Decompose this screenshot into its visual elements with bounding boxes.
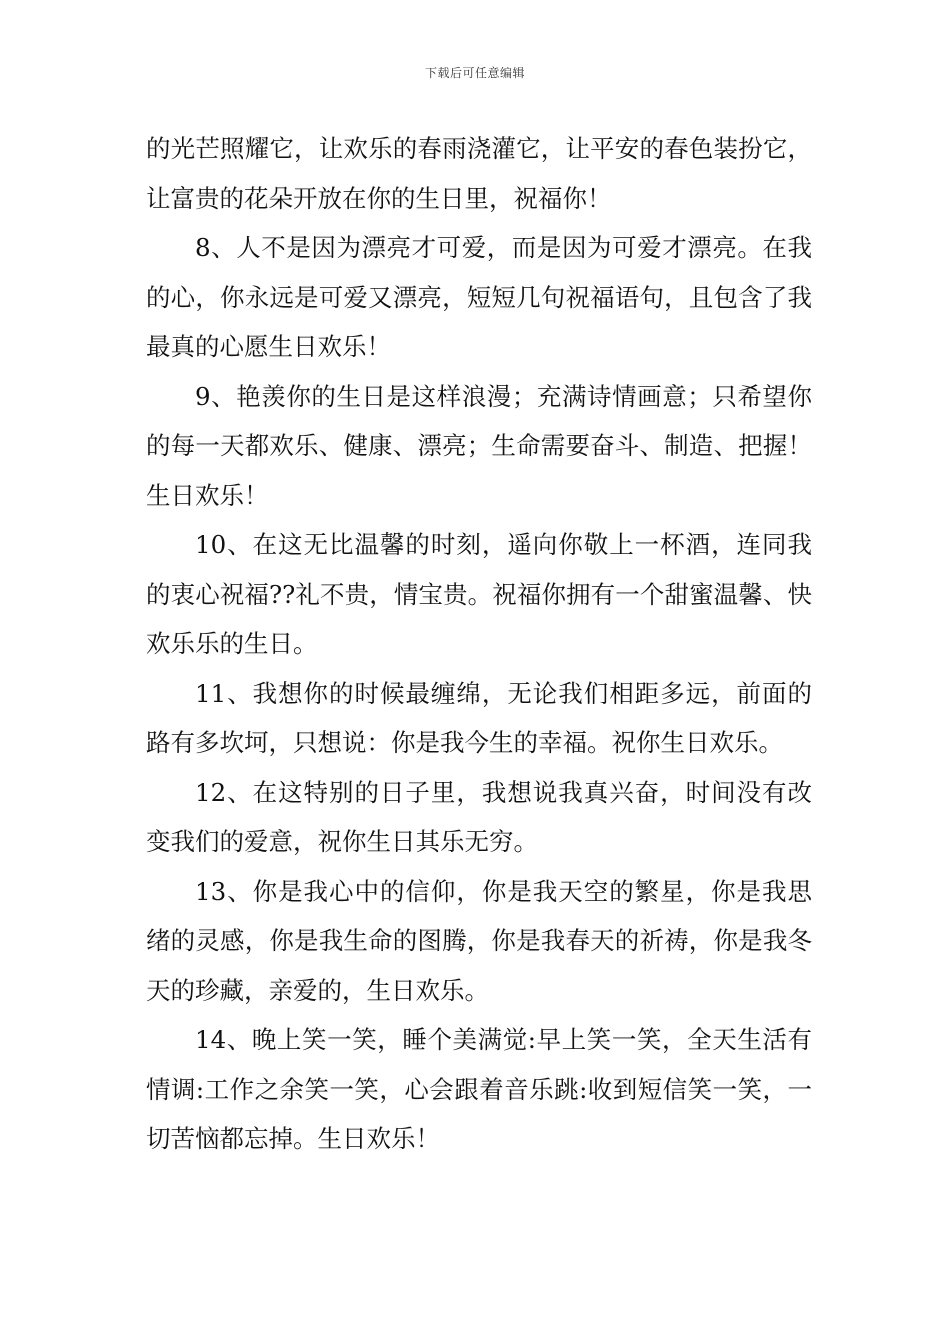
- page-header-watermark: 下载后可任意编辑: [424, 66, 525, 80]
- paragraph-item-14: 14、晚上笑一笑，睡个美满觉:早上笑一笑，全天生活有情调:工作之余笑一笑，心会跟着音乐跳:收到短信笑一笑，一切苦恼都忘掉。生日欢乐！: [146, 1025, 812, 1153]
- paragraph-item-13: 13、你是我心中的信仰，你是我天空的繁星，你是我思绪的灵感，你是我生命的图腾，你是我春天的祈祷，你是我冬天的珍藏，亲爱的，生日欢乐。: [146, 876, 812, 1005]
- paragraph-item-11: 11、我想你的时候最缠绵，无论我们相距多远，前面的路有多坎坷，只想说：你是我今生的幸福。祝你生日欢乐。: [146, 678, 812, 757]
- paragraph-item-12: 12、在这特别的日子里，我想说我真兴奋，时间没有改变我们的爱意，祝你生日其乐无穷。: [146, 777, 812, 856]
- document-body: [146, 124, 812, 1164]
- paragraph-continuation: 的光芒照耀它，让欢乐的春雨浇灌它，让平安的春色装扮它，让富贵的花朵开放在你的生日里，祝福你！: [146, 134, 812, 213]
- paragraph-item-9: 9、艳羡你的生日是这样浪漫；充满诗情画意；只希望你的每一天都欢乐、健康、漂亮；生命需要奋斗、制造、把握！生日欢乐！: [146, 381, 812, 510]
- paragraph-item-8: 8、人不是因为漂亮才可爱，而是因为可爱才漂亮。在我的心，你永远是可爱又漂亮，短短几句祝福语句，且包含了我最真的心愿生日欢乐！: [146, 233, 812, 361]
- paragraph-item-10: 10、在这无比温馨的时刻，遥向你敬上一杯酒，连同我的衷心祝福??礼不贵，情宝贵。祝福你拥有一个甜蜜温馨、快欢乐乐的生日。: [146, 530, 812, 658]
